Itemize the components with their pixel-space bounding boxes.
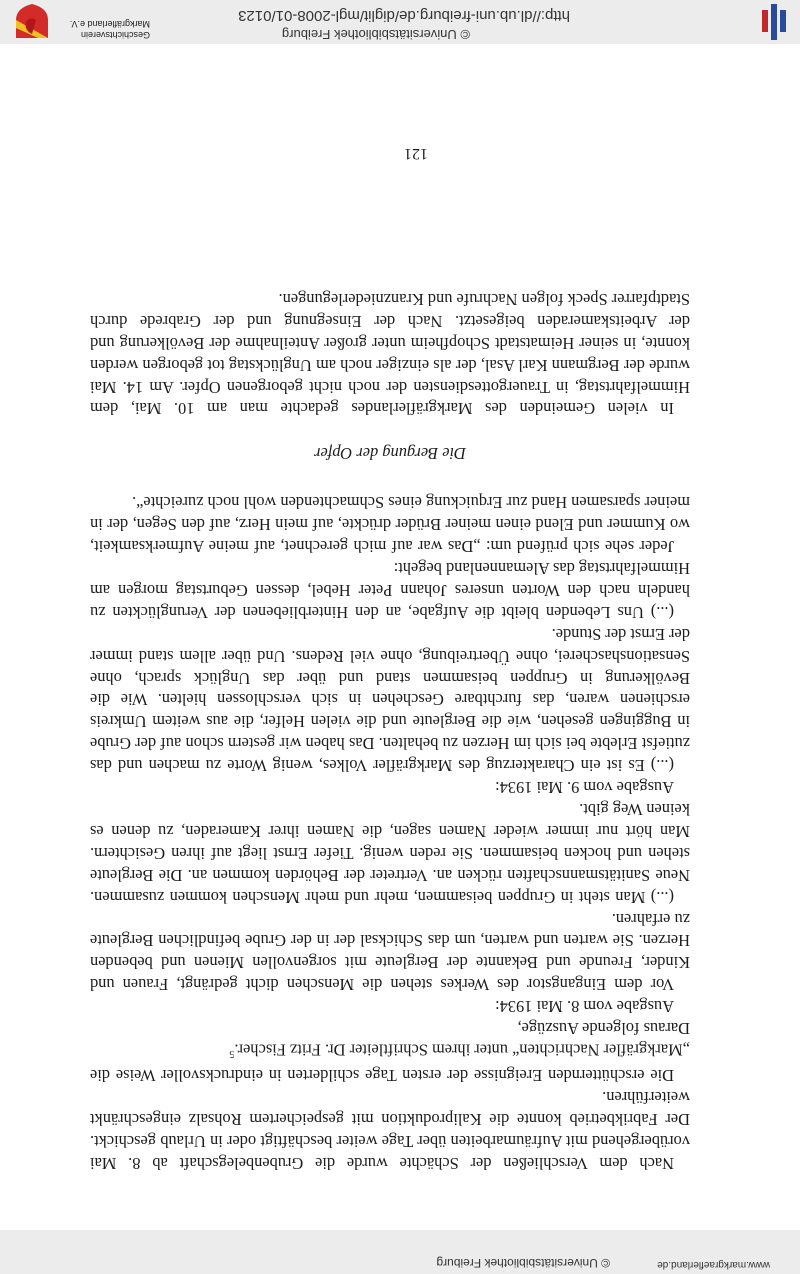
quote-paragraph: (...) Uns Lebenden bleibt die Aufgabe, an den Hinterbliebenen der Verunglückten zu handeln nach den Worten unseres Johann Peter Hebel, dessen Geburtstag morgen am Himmelfahrtstag das Alemannenland begeht: bbox=[90, 559, 690, 622]
society-crest-icon bbox=[12, 2, 52, 42]
footer-url[interactable]: http://dl.ub.uni-freiburg.de/diglit/mgl-2008-01/0123 bbox=[238, 7, 570, 24]
header-copyright: © Universitätsbibliothek Freiburg bbox=[436, 1256, 610, 1270]
header-bar bbox=[0, 1230, 800, 1274]
paragraph: Daraus folgende Auszüge, bbox=[517, 1019, 690, 1039]
quote-paragraph: Vor dem Eingangstor des Werkes stehen die Menschen dicht gedrängt, Frauen und Kinder, Freunde und Bekannte der Bergleute mit sorgenvollen Mienen und bebenden Herzen. Sie warten und warten, um das Schicksal der in der Grube befindlichen Bergleute zu erfahren. bbox=[90, 909, 690, 995]
paragraph: Nach dem Verschließen der Schächte wurde die Grubenbelegschaft ab 8. Mai vorübergehend mit Aufräumarbeiten über Tage weiter beschäftigt oder in Urlaub geschickt. Der Fabrikbetrieb konnte die Kaliproduktion mit gespeichertem Rohsalz eingeschränkt weiterführen. bbox=[90, 1088, 690, 1173]
footer-copyright: © Universitätsbibliothek Freiburg bbox=[281, 27, 470, 42]
paragraph bbox=[90, 1039, 690, 1086]
document-body bbox=[90, 288, 690, 1174]
header-url: www.markgraeflerland.de bbox=[657, 1259, 770, 1270]
footnote-marker: 5 bbox=[229, 1048, 235, 1060]
society-name: Geschichtsverein Markgräflerland e.V. bbox=[69, 19, 150, 40]
quote-paragraph: Jeder sehe sich prüfend um: „Das war auf mich gerechnet, auf meine Aufmerksamkeit, wo Kummer und Elend einen meiner Brüder drückte, auf mein Herz, auf den Segen, der in meiner sparsamen Hand zur Erquickung eines Schmachtenden wohl noch zureichte“. bbox=[90, 493, 690, 557]
page-number: 121 bbox=[404, 145, 428, 162]
university-logo-icon bbox=[754, 2, 794, 42]
quote-paragraph: (...) Man steht in Gruppen beisammen, mehr und mehr Menschen kommen zusammen. Neue Sanitätsmannschaften rücken an. Vertreter der Behörden kommen an. Die Bergleute stehen und hocken beisammen. Sie reden wenig. Tiefer Ernst liegt auf ihren Gesichtern. Man hört nur immer wieder Namen sagen, die Namen ihrer Kameraden, zu denen es keinen Weg gibt. bbox=[90, 800, 690, 907]
quote-paragraph: (...) Es ist ein Charakterzug des Markgräfler Volkes, wenig Worte zu machen und das zutiefst Erlebte bei sich im Herzen zu behalten. Das haben wir gestern schon auf der Grube in Buggingen gesehen, wie die Bergleute und die vielen Helfer, die aus weitem Umkreis erschienen waren, das furchtbare Geschehen in sich verschlossen hielten. Wie die Bevölkerung in Gruppen beisammen stand und über das Unglück sprach, ohne Sensationshascherei, ohne Übertreibung, ohne viel Redens. Und über allem stand immer der Ernst der Stunde. bbox=[90, 624, 690, 776]
footer-bar bbox=[0, 0, 800, 44]
paragraph-text: Die erschütternden Ereignisse der ersten Tage schilderten in eindrucksvoller Weise die „Markgräfler Nachrichten“ unter ihrem Schriftleiter Dr. Fritz Fischer. bbox=[90, 1041, 690, 1086]
paragraph: In vielen Gemeinden des Markgräflerlandes gedachte man am 10. Mai, dem Himmelfahrtstag, in Trauergottesdiensten der noch nicht geborgenen Opfer. Am 14. Mai wurde der Bergmann Karl Asal, der als einziger noch am Unglückstag tot geborgen werden konnte, in seiner Heimatstadt Schopfheim unter großer Anteilnahme der Bevölkerung und der Arbeitskameraden beigesetzt. Nach der Einsegnung und der Grabrede durch Stadtpfarrer Speck folgen Nachrufe und Kranzniederlegungen. bbox=[90, 289, 690, 419]
edition-label: Ausgabe vom 8. Mai 1934: bbox=[495, 997, 674, 1017]
edition-label: Ausgabe vom 9. Mai 1934: bbox=[495, 778, 674, 798]
section-heading: Die Bergung der Opfer bbox=[314, 444, 466, 464]
